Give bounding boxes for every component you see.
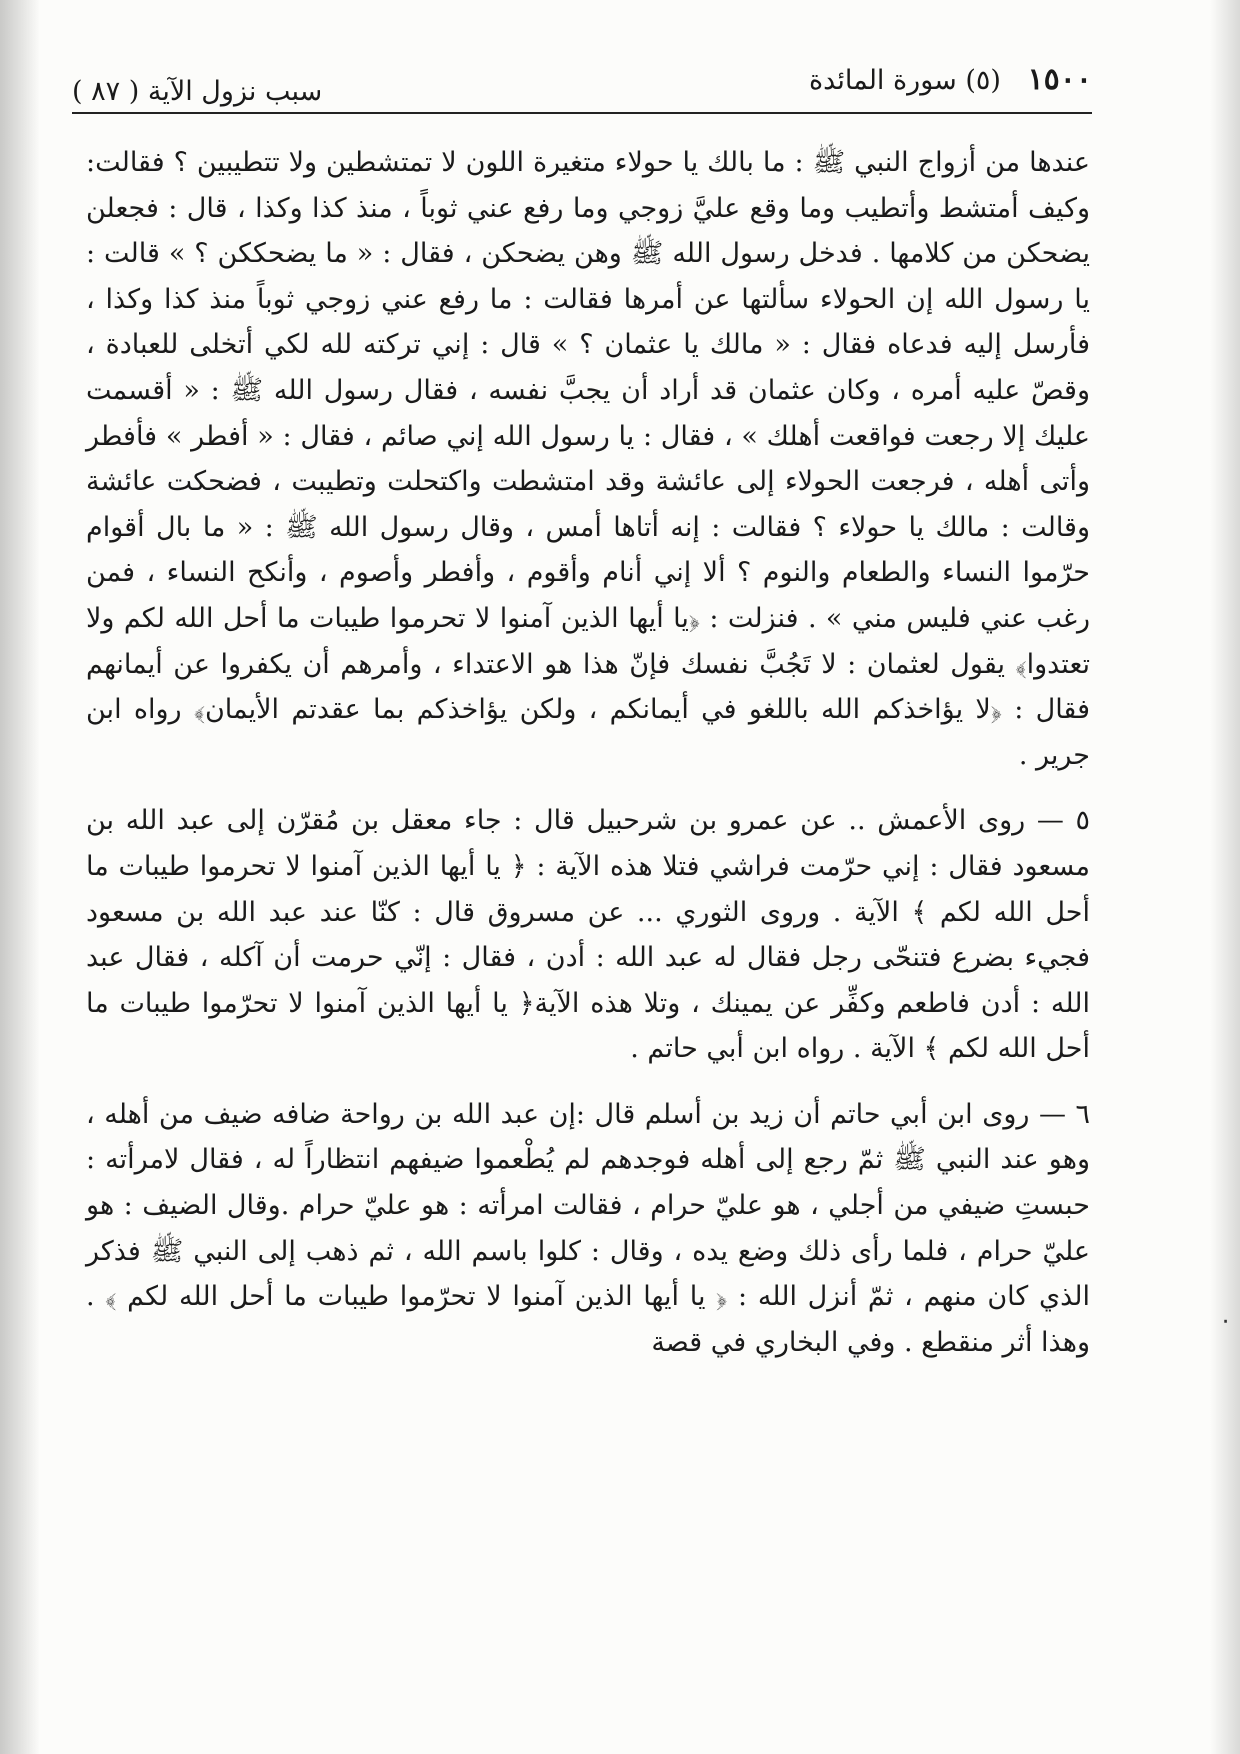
margin-mark: ٠ [1219,1306,1232,1334]
running-header [72,60,1092,108]
header-right [809,60,1092,101]
paragraph-2: ٥ — روى الأعمش .. عن عمرو بن شرحبيل قال : جاء معقل بن مُقرّن إلى عبد الله بن مسعود فقال : إني حرّمت فراشي فتلا هذه الآية : ﴿ يا أيها الذين آمنوا لا تحرموا طيبات ما أحل الله لكم ﴾ الآية . وروى الثوري ... عن مسروق قال : كنّا عند عبد الله بن مسعود فجيء بضرع فتنحّى رجل فقال له عبد الله : أدن ، فقال : إنّي حرمت أن آكله ، فقال عبد الله : أدن فاطعم وكفِّر عن يمينك ، وتلا هذه الآية﴿ يا أيها الذين آمنوا لا تحرّموا طيبات ما أحل الله لكم ﴾ الآية . رواه ابن أبي حاتم . [86,805,1090,1065]
section-title: سبب نزول الآية ( ٨٧ ) [72,76,323,107]
page-number: ١٥٠٠ [1027,62,1092,97]
page-body [86,140,1090,1365]
paragraph-3: ٦ — روى ابن أبي حاتم أن زيد بن أسلم قال :إن عبد الله بن رواحة ضافه ضيف من أهله ، وهو عند النبي ﷺ ثمّ رجع إلى أهله فوجدهم لم يُطْعموا ضيفهم انتظاراً له ، فقال لامرأته : حبستِ ضيفي من أجلي ، هو عليّ حرام ، فقالت امرأته : هو عليّ حرام .وقال الضيف : هو عليّ حرام ، فلما رأى ذلك وضع يده ، وقال : كلوا باسم الله ، ثم ذهب إلى النبي ﷺ فذكر الذي كان منهم ، ثمّ أنزل الله : ﴿ يا أيها الذين آمنوا لا تحرّموا طيبات ما أحل الله لكم ﴾ . وهذا أثر منقطع . وفي البخاري في قصة [86,1098,1090,1358]
page-edge [1210,0,1240,1754]
surah-title: (٥) سورة المائدة [809,65,1001,96]
header-divider [72,112,1092,114]
binding-shadow [0,0,40,1754]
paragraph-1: عندها من أزواج النبي ﷺ : ما بالك يا حولاء متغيرة اللون لا تمتشطين ولا تتطيبين ؟ فقالت: وكيف أمتشط وأتطيب وما وقع عليَّ زوجي وما رفع عني ثوباً ، منذ كذا وكذا ، قال : فجعلن يضحكن من كلامها . فدخل رسول الله ﷺ وهن يضحكن ، فقال : « ما يضحككن ؟ » قالت : يا رسول الله إن الحولاء سألتها عن أمرها فقالت : ما رفع عني زوجي ثوباً منذ كذا وكذا ، فأرسل إليه فدعاه فقال : « مالك يا عثمان ؟ » قال : إني تركته لله لكي أتخلى للعبادة ، وقصّ عليه أمره ، وكان عثمان قد أراد أن يجبَّ نفسه ، فقال رسول الله ﷺ : « أقسمت عليك إلا رجعت فواقعت أهلك » ، فقال : يا رسول الله إني صائم ، فقال : « أفطر » فأفطر وأتى أهله ، فرجعت الحولاء إلى عائشة وقد امتشطت واكتحلت وتطيبت ، فضحكت عائشة وقالت : مالك يا حولاء ؟ فقالت : إنه أتاها أمس ، وقال رسول الله ﷺ : « ما بال أقوام حرّموا النساء والطعام والنوم ؟ ألا إني أنام وأقوم ، وأفطر وأصوم ، وأنكح النساء ، فمن رغب عني فليس مني » . فنزلت : ﴿يا أيها الذين آمنوا لا تحرموا طيبات ما أحل الله لكم ولا تعتدوا﴾ يقول لعثمان : لا تَجُبَّ نفسك فإنّ هذا هو الاعتداء ، وأمرهم أن يكفروا عن أيمانهم فقال : ﴿لا يؤاخذكم الله باللغو في أيمانكم ، ولكن يؤاخذكم بما عقدتم الأيمان﴾ رواه ابن جرير . [86,147,1090,771]
